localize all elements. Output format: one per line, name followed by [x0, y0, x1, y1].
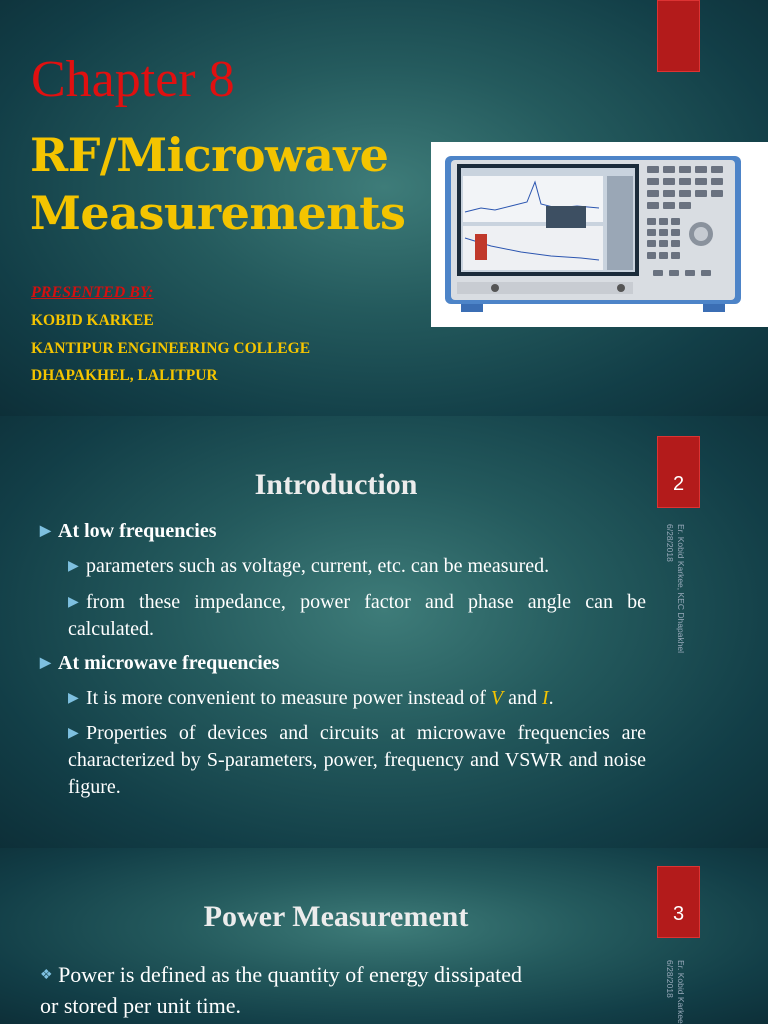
- bullet-arrow-icon: ▶: [68, 595, 79, 610]
- slide-number: 3: [672, 903, 685, 925]
- bullet-power-definition: ❖ Power is defined as the quantity of energy dissipated or stored per unit time.: [40, 962, 522, 1018]
- section-title: Power Measurement: [203, 900, 469, 933]
- main-title: [30, 126, 405, 242]
- bullet-low-frequencies: ▶ At low frequencies: [40, 518, 217, 545]
- bullet-arrow-icon: ▶: [68, 691, 79, 706]
- slide-2: [0, 416, 768, 848]
- diamond-bullet-icon: ❖: [40, 968, 53, 983]
- bullet-arrow-icon: ▶: [68, 726, 79, 741]
- sub-bullet-impedance: ▶ from these impedance, power factor and phase angle can be calculated.: [68, 591, 646, 640]
- sub-bullet-properties: ▶ Properties of devices and circuits at microwave frequencies are characterized by S-parameters, power, frequency and VSWR and noise figure.: [68, 722, 646, 798]
- college-name: KANTIPUR ENGINEERING COLLEGE: [31, 340, 311, 357]
- title-line-2: Measurements: [30, 186, 406, 240]
- section-title: Introduction: [254, 468, 418, 501]
- presenter-name: KOBID KARKEE: [31, 312, 154, 329]
- bullet-microwave-frequencies: ▶ At microwave frequencies: [40, 650, 279, 677]
- bullet-arrow-icon: ▶: [40, 524, 51, 539]
- bullet-arrow-icon: ▶: [68, 559, 79, 574]
- chapter-title: Chapter 8: [31, 51, 235, 108]
- side-footer: Er. Kobid Karkee 6/28/2018: [665, 960, 686, 1024]
- slide-3: [0, 848, 768, 1024]
- slide-tab: [657, 0, 700, 72]
- title-line-1: RF/Microwave: [30, 128, 389, 182]
- location: DHAPAKHEL, LALITPUR: [31, 367, 218, 384]
- slide-1: [0, 0, 768, 416]
- sub-bullet-power: ▶ It is more convenient to measure power instead of V and I.: [68, 685, 646, 712]
- slide-number: 2: [672, 473, 685, 495]
- presented-by-label: PRESENTED BY:: [31, 284, 154, 301]
- network-analyzer-photo: [431, 142, 768, 327]
- bullet-arrow-icon: ▶: [40, 656, 51, 671]
- sub-bullet-parameters: ▶ parameters such as voltage, current, etc. can be measured.: [68, 553, 646, 580]
- side-footer: Er. Kobid Karkee, KEC Dhapakhel 6/28/2018: [665, 524, 686, 653]
